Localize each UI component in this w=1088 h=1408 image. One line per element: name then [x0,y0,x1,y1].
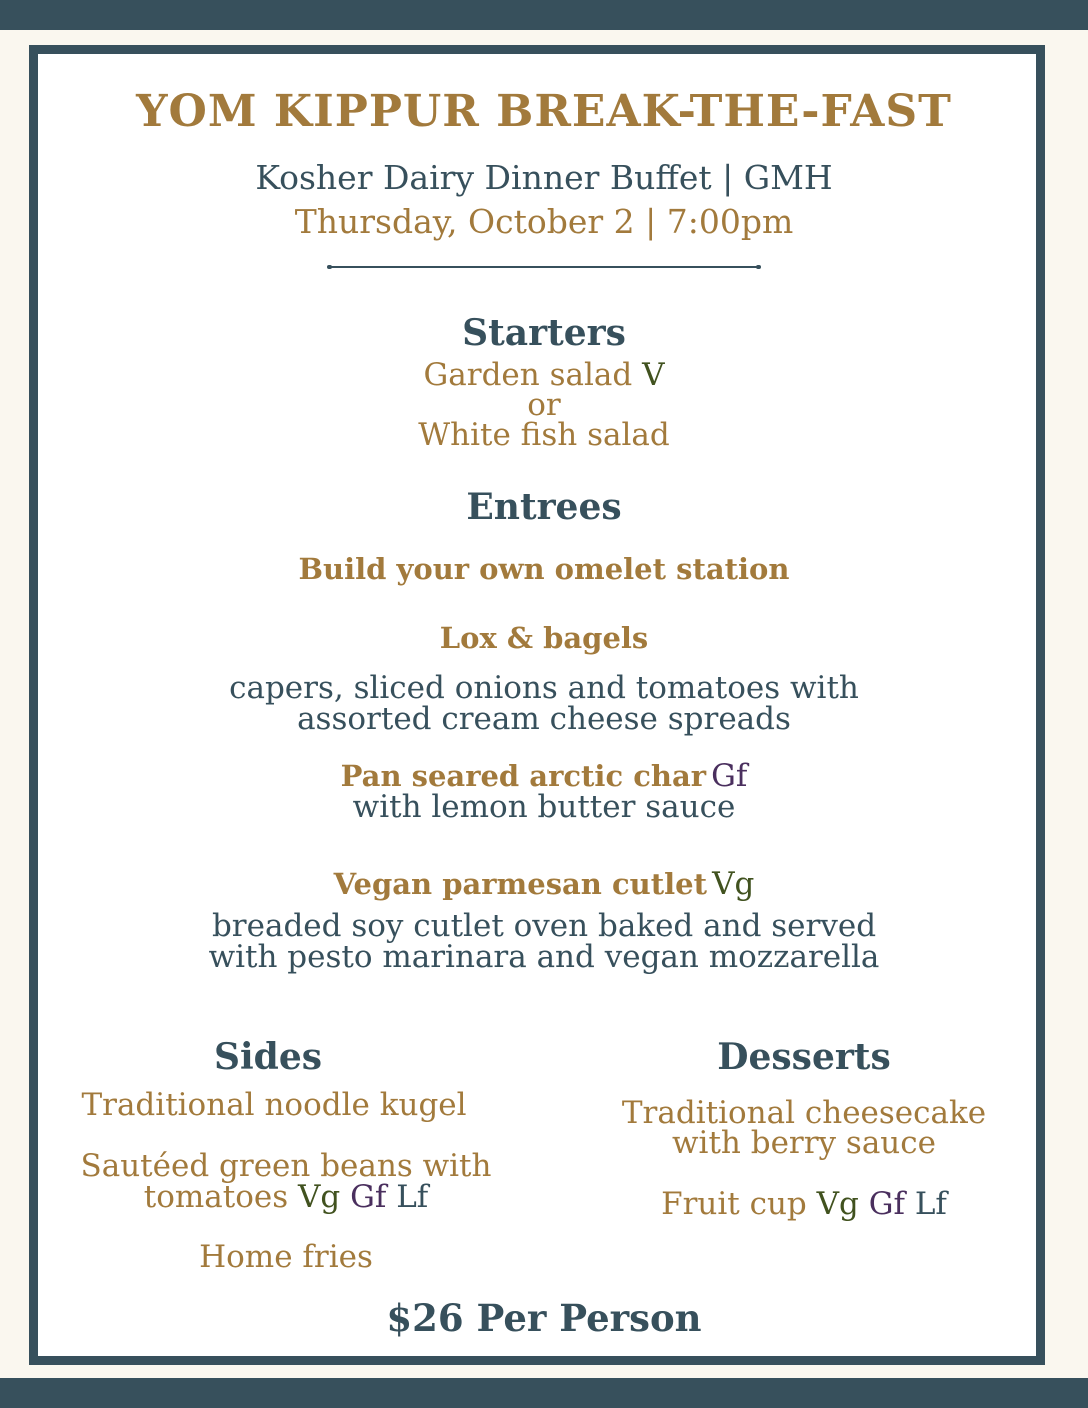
entree-description: with lemon butter sauce [352,789,736,825]
starter-item: White fish salad [418,417,670,453]
vegan-tag: Vg [816,1186,859,1222]
top-border-band [0,0,1088,30]
menu-title: YOM KIPPUR BREAK-THE-FAST [136,86,952,137]
side-item [36,1179,536,1215]
bottom-border-band [0,1378,1088,1408]
starters-heading: Starters [462,312,626,354]
dessert-item [554,1186,1054,1222]
starter-item-label: Garden salad [423,357,633,393]
starter-connector: or [527,387,561,423]
entree-title-row [0,759,1088,793]
entree-description: assorted cream cheese spreads [297,701,791,737]
entree-title: Build your own omelet station [298,552,790,586]
vegan-tag: Vg [297,1179,341,1215]
event-date-time: Thursday, October 2 | 7:00pm [294,202,794,241]
gluten-free-tag: Gf [868,1186,905,1222]
dessert-item-label: Fruit cup [661,1186,807,1222]
entrees-heading: Entrees [466,486,622,528]
title-divider [327,265,761,269]
entree-title: Pan seared arctic char [340,759,707,793]
entree-description: with pesto marinara and vegan mozzarella [208,939,880,975]
lactose-free-tag: Lf [396,1179,429,1215]
sides-heading: Sides [213,1036,323,1078]
entree-title-row [0,867,1088,901]
price-per-person: $26 Per Person [386,1296,702,1340]
dessert-item: with berry sauce [672,1125,936,1161]
vegetarian-tag: V [642,357,665,393]
entree-description: capers, sliced onions and tomatoes with [229,670,859,706]
menu-subtitle: Kosher Dairy Dinner Buffet | GMH [255,158,833,197]
side-item-label: tomatoes [143,1179,289,1215]
side-item: Traditional noodle kugel [81,1087,467,1123]
entree-title: Vegan parmesan cutlet [333,867,707,901]
gluten-free-tag: Gf [350,1179,387,1215]
entree-title: Lox & bagels [439,621,649,655]
dessert-item: Traditional cheesecake [621,1095,987,1131]
entree-description: breaded soy cutlet oven baked and served [211,908,877,944]
side-item: Sautéed green beans with [80,1148,492,1184]
gluten-free-tag: Gf [711,758,748,794]
vegan-tag: Vg [712,866,755,902]
lactose-free-tag: Lf [914,1186,947,1222]
desserts-heading: Desserts [717,1036,891,1078]
side-item: Home fries [199,1239,373,1275]
